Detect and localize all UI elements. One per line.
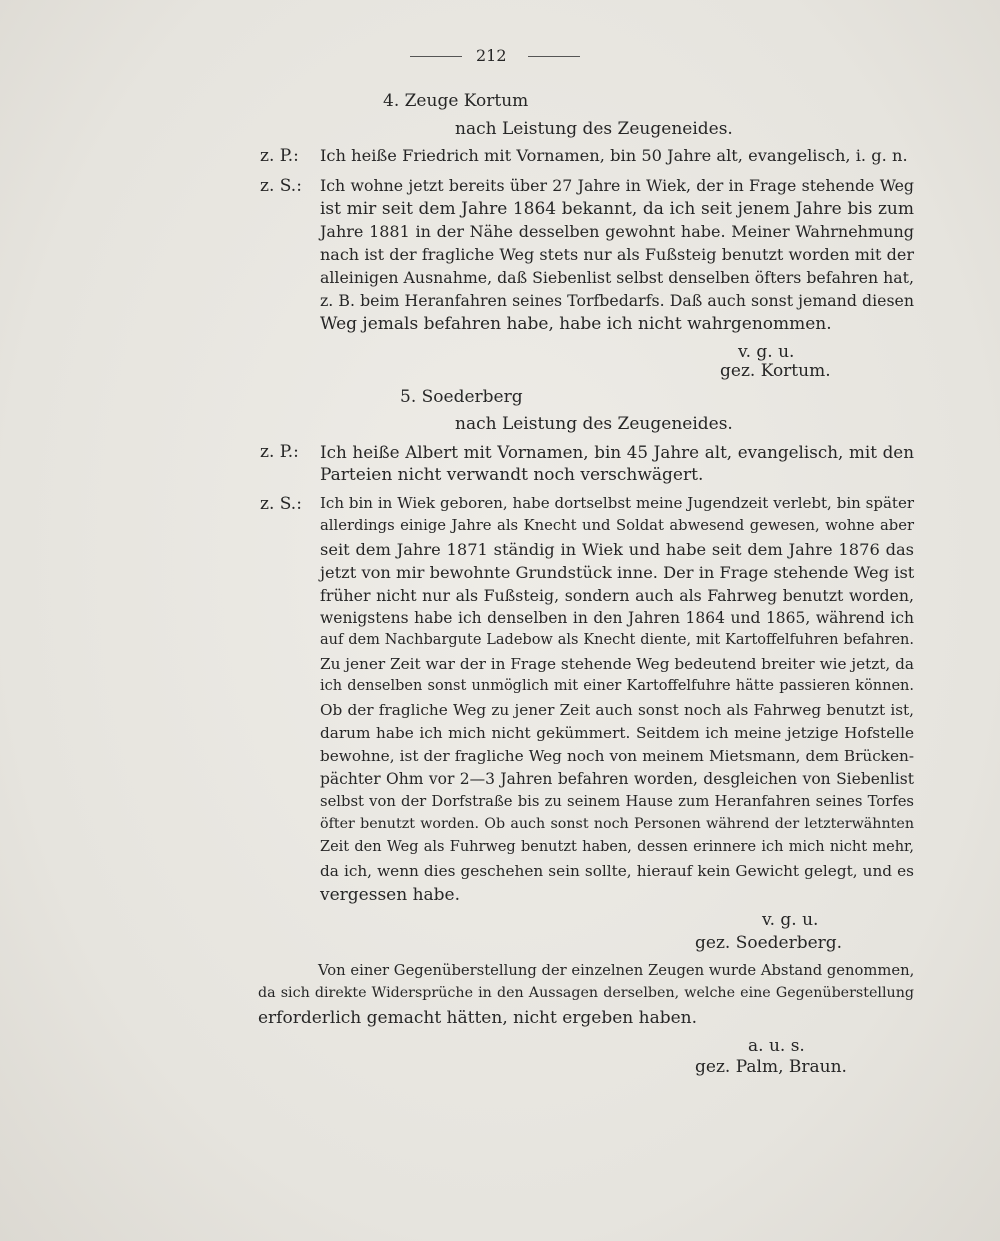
final-signature: gez. Palm, Braun. (695, 1057, 847, 1077)
witness5-zs-line: pächter Ohm vor 2—3 Jahren befahren worden, desgleichen von Siebenlist (320, 770, 914, 788)
witness5-zs-line: vergessen habe. (320, 885, 461, 905)
witness4-zs-line: Jahre 1881 in der Nähe desselben gewohnt habe. Meiner Wahrnehmung (320, 222, 914, 241)
witness5-subtitle: nach Leistung des Zeugeneides. (455, 414, 733, 434)
witness5-zs-line: ich denselben sonst unmöglich mit einer Kartoffelfuhre hätte passieren können. (320, 678, 914, 694)
witness5-zs-line: Ich bin in Wiek geboren, habe dortselbst meine Jugendzeit verlebt, bin später (320, 494, 914, 512)
witness5-zs-line: darum habe ich mich nicht gekümmert. Seitdem ich meine jetzige Hofstelle (320, 724, 914, 742)
witness4-zs-line: z. B. beim Heranfahren seines Torfbedarfs. Daß auch sonst jemand diesen (320, 291, 914, 310)
witness5-zs-line: wenigstens habe ich denselben in den Jahren 1864 und 1865, während ich (320, 609, 914, 627)
witness4-zp-line: Ich heiße Friedrich mit Vornamen, bin 50 Jahre alt, evangelisch, i. g. n. (320, 146, 908, 165)
witness5-zp-label: z. P.: (260, 442, 299, 462)
witness5-zp-line: Ich heiße Albert mit Vornamen, bin 45 Jahre alt, evangelisch, mit den (320, 442, 914, 462)
witness5-zs-line: auf dem Nachbargute Ladebow als Knecht diente, mit Kartoffelfuhren befahren. (320, 632, 914, 648)
witness5-zp-line: Parteien nicht verwandt noch verschwägert. (320, 465, 704, 485)
page-number: 212 (476, 46, 507, 65)
final-paragraph-line: da sich direkte Widersprüche in den Aussagen derselben, welche eine Gegenüberstellung (258, 985, 914, 1001)
witness4-signature: gez. Kortum. (720, 361, 831, 381)
witness5-zs-line: da ich, wenn dies geschehen sein sollte, hierauf kein Gewicht gelegt, und es (320, 862, 914, 880)
witness4-zs-label: z. S.: (260, 176, 302, 196)
witness4-zs-line: Weg jemals befahren habe, habe ich nicht wahrgenommen. (320, 314, 832, 334)
final-paragraph-line: Von einer Gegenüberstellung der einzelnen Zeugen wurde Abstand genommen, (318, 962, 915, 979)
page-header (410, 46, 580, 66)
witness4-zs-line: alleinigen Ausnahme, daß Siebenlist selbst denselben öfters befahren hat, (320, 268, 914, 287)
final-closing: a. u. s. (748, 1036, 805, 1056)
header-rule-left (410, 56, 462, 57)
witness5-zs-line: allerdings einige Jahre als Knecht und Soldat abwesend gewesen, wohne aber (320, 517, 914, 534)
witness5-zs-line: bewohne, ist der fragliche Weg noch von meinem Mietsmann, dem Brücken- (320, 747, 914, 765)
witness4-closing: v. g. u. (738, 342, 795, 362)
witness5-title: 5. Soederberg (400, 387, 523, 407)
final-paragraph-line: erforderlich gemacht hätten, nicht ergeben haben. (258, 1008, 698, 1028)
header-rule-right (528, 56, 580, 57)
witness5-zs-line: selbst von der Dorfstraße bis zu seinem Hause zum Heranfahren seines Torfes (320, 793, 914, 810)
witness4-zp-label: z. P.: (260, 146, 299, 166)
witness5-closing: v. g. u. (762, 910, 819, 930)
witness5-zs-line: Zeit den Weg als Fuhrweg benutzt haben, dessen erinnere ich mich nicht mehr, (320, 839, 914, 855)
witness5-zs-line: öfter benutzt worden. Ob auch sonst noch Personen während der letzterwähnten (320, 816, 914, 832)
witness5-zs-line: jetzt von mir bewohnte Grundstück inne. Der in Frage stehende Weg ist (320, 563, 915, 582)
witness4-zs-line: Ich wohne jetzt bereits über 27 Jahre in Wiek, der in Frage stehende Weg (320, 176, 914, 195)
witness5-signature: gez. Soederberg. (695, 933, 843, 953)
witness5-zs-line: Zu jener Zeit war der in Frage stehende Weg bedeutend breiter wie jetzt, da (320, 655, 914, 673)
witness4-zs-line: nach ist der fragliche Weg stets nur als Fußsteig benutzt worden mit der (320, 245, 914, 264)
witness5-zs-line: früher nicht nur als Fußsteig, sondern auch als Fahrweg benutzt worden, (320, 586, 914, 605)
witness4-subtitle: nach Leistung des Zeugeneides. (455, 119, 733, 139)
witness4-zs-line: ist mir seit dem Jahre 1864 bekannt, da ich seit jenem Jahre bis zum (320, 199, 914, 219)
witness5-zs-label: z. S.: (260, 494, 302, 514)
witness5-zs-line: seit dem Jahre 1871 ständig in Wiek und habe seit dem Jahre 1876 das (320, 540, 914, 559)
witness4-title: 4. Zeuge Kortum (383, 91, 529, 111)
witness5-zs-line: Ob der fragliche Weg zu jener Zeit auch sonst noch als Fahrweg benutzt ist, (320, 701, 914, 719)
